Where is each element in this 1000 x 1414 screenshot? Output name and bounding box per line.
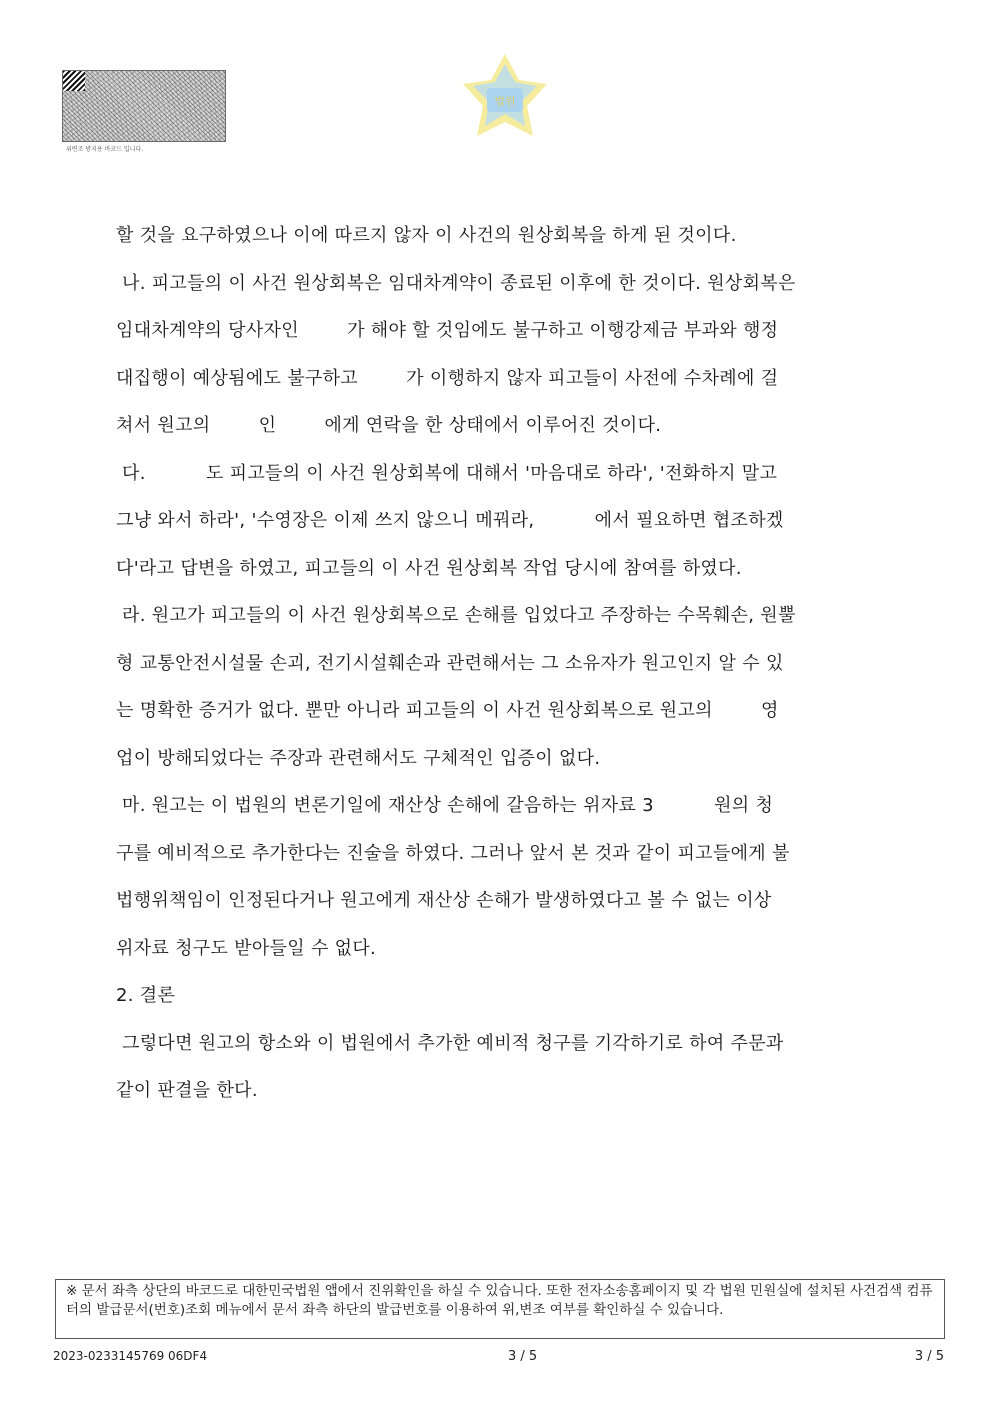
body-line: 그렇다면 원고의 항소와 이 법원에서 추가한 예비적 청구를 기각하기로 하여 주문과 <box>122 1032 784 1054</box>
judgment-body <box>116 212 886 1115</box>
emblem-text: 법원 <box>494 95 516 108</box>
body-line: 같이 판결을 한다. <box>116 1080 258 1101</box>
body-line: 임대차계약의 당사자인 가 해야 할 것임에도 불구하고 이행강제금 부과와 행정 <box>116 320 779 341</box>
body-line: 그냥 와서 하라', '수영장은 이제 쓰지 않으니 메꿔라, 에서 필요하면 협조하겠 <box>116 510 784 531</box>
body-line: 라. 원고가 피고들의 이 사건 원상회복으로 손해를 입었다고 주장하는 수목훼손, 원뿔 <box>122 605 796 626</box>
body-line: 업이 방해되었다는 주장과 관련해서도 구체적인 입증이 없다. <box>116 747 601 769</box>
verification-barcode <box>62 70 226 142</box>
body-line: 법행위책임이 인정된다거나 원고에게 재산상 손해가 발생하였다고 볼 수 없는 이상 <box>116 890 772 911</box>
body-line: 대집행이 예상됨에도 불구하고 가 이행하지 않자 피고들이 사전에 수차례에 걸 <box>116 367 779 389</box>
body-line: 구를 예비적으로 추가한다는 진술을 하였다. 그러나 앞서 본 것과 같이 피고들에게 불 <box>116 842 790 864</box>
body-line: 쳐서 원고의 인 에게 연락을 한 상태에서 이루어진 것이다. <box>116 415 662 436</box>
page-number-center: 3 / 5 <box>508 1349 538 1364</box>
body-line: 나. 피고들의 이 사건 원상회복은 임대차계약이 종료된 이후에 한 것이다. 원상회복은 <box>122 272 796 294</box>
body-line: 위자료 청구도 받아들일 수 없다. <box>116 937 377 959</box>
body-line: 는 명확한 증거가 없다. 뿐만 아니라 피고들의 이 사건 원상회복으로 원고의 영 <box>116 700 779 721</box>
body-line: 마. 원고는 이 법원의 변론기일에 재산상 손해에 갈음하는 위자료 3 원의 청 <box>122 795 774 816</box>
page-number-right: 3 / 5 <box>914 1349 944 1364</box>
body-line: 다'라고 답변을 하였고, 피고들의 이 사건 원상회복 작업 당시에 참여를 하였다. <box>116 557 742 579</box>
section-heading: 2. 결론 <box>116 985 176 1006</box>
body-line: 할 것을 요구하였으나 이에 따르지 않자 이 사건의 원상회복을 하게 된 것이다. <box>116 225 737 246</box>
barcode-corner-mark <box>63 71 85 91</box>
court-emblem-icon <box>457 50 553 146</box>
body-line: 다. 도 피고들의 이 사건 원상회복에 대해서 '마음대로 하라', '전화하지 말고 <box>122 462 778 484</box>
barcode-caption: 위변조 방지용 바코드 입니다. <box>66 146 144 153</box>
verification-notice: ※ 문서 좌측 상단의 바코드로 대한민국법원 앱에서 진위확인을 하실 수 있습니다. 또한 전자소송홈페이지 및 각 법원 민원실에 설치된 사건검색 컴퓨터의 발급문서(번호)조회 메뉴에서 문서 좌측 하단의 발급번호를 이용하여 위,변조 여부를 확인하실 수 있습니다. <box>55 1279 945 1339</box>
issue-number: 2023-0233145769 06DF4 <box>53 1349 208 1363</box>
body-line: 형 교통안전시설물 손괴, 전기시설훼손과 관련해서는 그 소유자가 원고인지 알 수 있 <box>116 652 784 674</box>
